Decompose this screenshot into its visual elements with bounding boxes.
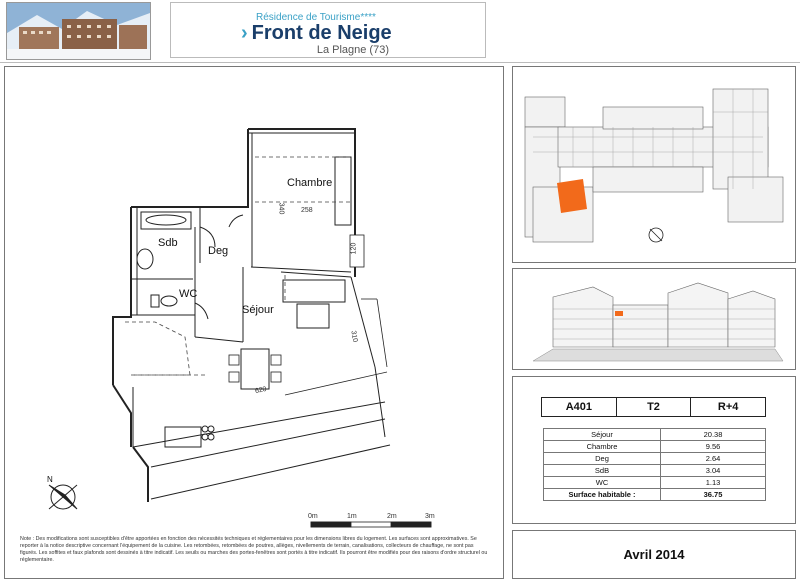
total-row — [544, 489, 766, 501]
logo-title-text: Front de Neige — [251, 22, 392, 44]
surface-label: Séjour — [544, 429, 661, 441]
table-row — [544, 441, 766, 453]
apartment-highlight — [557, 179, 587, 213]
room-label-sejour: Séjour — [242, 304, 274, 316]
building-elevation — [513, 269, 795, 369]
elevation-panel — [512, 268, 796, 370]
scale-label: 3m — [425, 513, 435, 520]
surface-value: 3.04 — [661, 465, 766, 477]
room-label-chambre: Chambre — [287, 177, 333, 189]
surface-value: 9.56 — [661, 441, 766, 453]
table-row — [544, 429, 766, 441]
surface-label: SdB — [544, 465, 661, 477]
date-panel — [512, 530, 796, 579]
table-row — [544, 453, 766, 465]
dimension-window: 120 — [350, 242, 358, 255]
surface-label: WC — [544, 477, 661, 489]
surface-value: 2.64 — [661, 453, 766, 465]
dimension-chambre-height: 340 — [277, 202, 285, 215]
total-label: Surface habitable : — [544, 489, 661, 501]
surface-label: Chambre — [544, 441, 661, 453]
header-divider — [0, 62, 800, 63]
disclaimer-note: Note : Des modifications sont susceptibles d'être apportées en fonction des nécessités techniques et réglementaires pour les dimensions libres du logement. Les surfaces sont approximatives. Se reporter à la notice descriptive concernant l'équipement de la cuisine. Les retombées, retombées de poutres, allèges, nivellements de terrain, canalisations, collecteurs de chauffage, ne sont pas figurés. Les soffites et faux plafonds sont dessinés à titre indicatif. Les seuils ou marches des portes-fenêtres sont portés à titre indicatif. Ils pourront être modifiés pour des raisons d'ordre structurel ou réglementaire. — [20, 536, 488, 563]
surface-label: Deg — [544, 453, 661, 465]
unit-type: T2 — [617, 398, 692, 416]
total-value: 36.75 — [661, 489, 766, 501]
dimension-sejour-width: 620 — [254, 385, 268, 396]
compass-north-label: N — [47, 475, 53, 484]
residence-logo — [170, 2, 486, 58]
plan-date: Avril 2014 — [623, 547, 685, 562]
chevron-right-icon: › — [241, 22, 248, 44]
scale-label: 2m — [387, 513, 397, 520]
scale-label: 0m — [308, 513, 318, 520]
floor-location-panel — [512, 66, 796, 263]
apartment-highlight-elevation — [615, 311, 623, 316]
room-label-sdb: Sdb — [158, 237, 178, 249]
logo-title — [241, 22, 392, 45]
scale-label: 1m — [347, 513, 357, 520]
unit-header — [541, 397, 766, 417]
floor-plan-drawing — [5, 67, 503, 578]
surface-table — [543, 428, 766, 501]
logo-subtitle: Résidence de Tourisme**** — [256, 12, 376, 23]
unit-floor: R+4 — [717, 401, 739, 413]
table-row — [544, 477, 766, 489]
logo-location: La Plagne (73) — [316, 44, 389, 56]
unit-info-panel — [512, 376, 796, 524]
building-floor-plan — [513, 67, 795, 262]
unit-id: A401 — [542, 398, 617, 416]
table-row — [544, 465, 766, 477]
room-label-deg: Deg — [208, 245, 229, 257]
dimension-chambre-width: 258 — [301, 207, 313, 214]
surface-value: 20.38 — [661, 429, 766, 441]
dimension-sejour-height: 310 — [349, 330, 359, 343]
floor-plan-frame — [4, 66, 504, 579]
surface-value: 1.13 — [661, 477, 766, 489]
room-label-wc: WC — [179, 288, 198, 300]
residence-photo — [6, 2, 151, 60]
